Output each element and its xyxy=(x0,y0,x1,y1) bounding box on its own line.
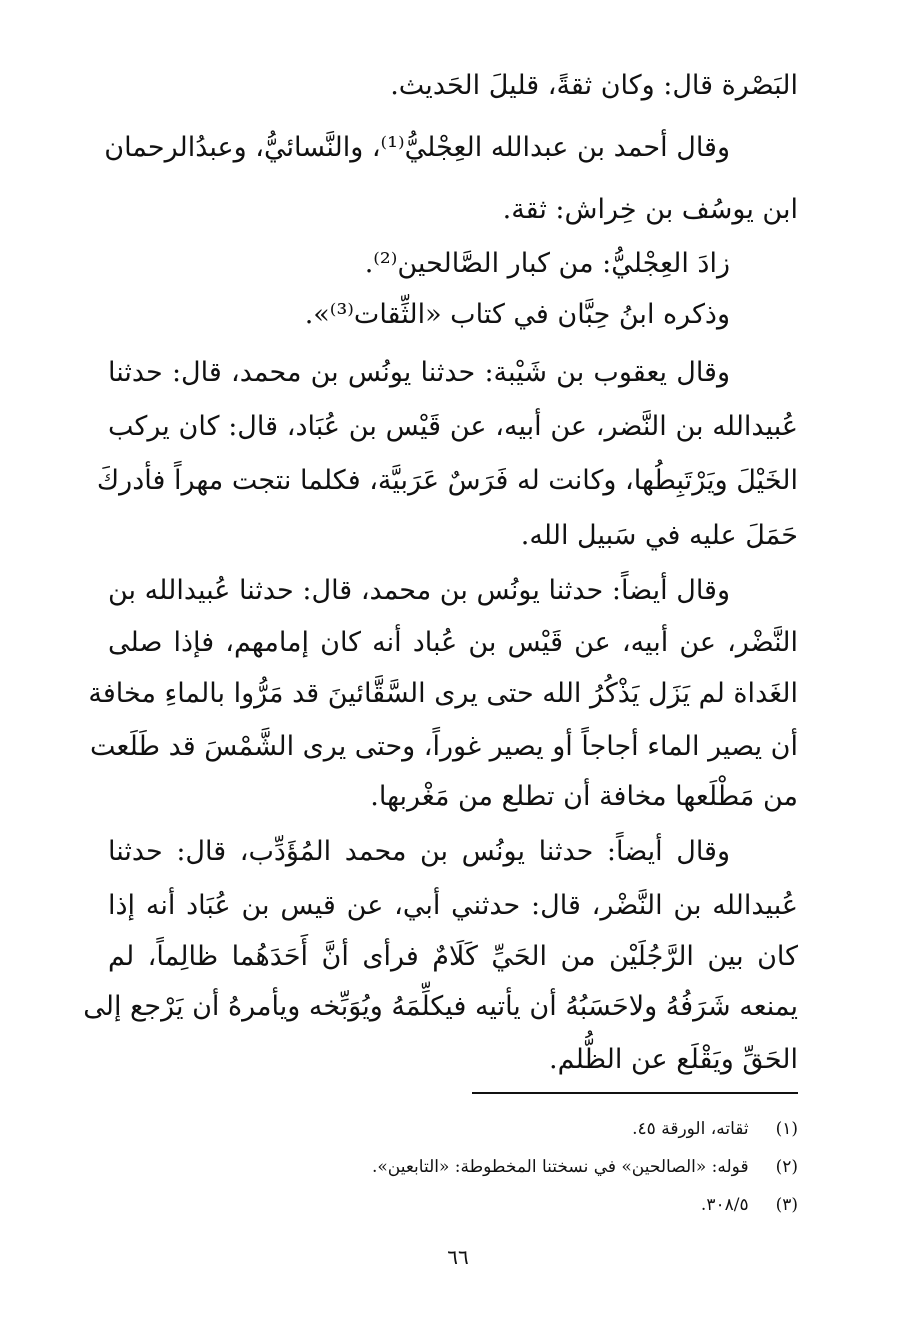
footnote-text: قوله: «الصالحين» في نسختنا المخطوطة: «التابعين». xyxy=(371,1157,749,1177)
text-line: وقال أيضاً: حدثنا يونُس بن محمد، قال: حدثنا عُبيدالله بن xyxy=(108,575,730,606)
text-line: كان بين الرَّجُلَيْن من الحَيِّ كَلَامٌ فرأى أنَّ أَحَدَهُما ظالِماً، لم xyxy=(108,941,798,972)
footnote-separator xyxy=(472,1092,798,1094)
text-line: زادَ العِجْليُّ: من كبار الصَّالحين⁽²⁾. xyxy=(364,248,730,279)
text-line: الحَقِّ ويَقْلَع عن الظُّلم. xyxy=(549,1044,798,1075)
page-number: ٦٦ xyxy=(447,1245,469,1269)
text-line: من مَطْلَعها مخافة أن تطلع من مَغْربها. xyxy=(370,781,798,812)
text-line: النَّضْر، عن أبيه، عن قَيْس بن عُباد أنه كان إمامهم، فإذا صلى xyxy=(108,627,798,658)
text-line: ابن يوسُف بن خِراش: ثقة. xyxy=(502,194,798,225)
text-line: حَمَلَ عليه في سَبيل الله. xyxy=(520,520,798,551)
footnote-text: ٣٠٨/٥. xyxy=(700,1195,749,1215)
text-line: يمنعه شَرَفُهُ ولاحَسَبُهُ أن يأتيه فيكلِّمَهُ ويُوَبِّخه ويأمرهُ أن يَرْجع إلى xyxy=(83,991,798,1022)
text-line: عُبيدالله بن النَّضْر، قال: حدثني أبي، عن قيس بن عُبَاد أنه إذا xyxy=(108,890,798,921)
text-line: البَصْرة قال: وكان ثقةً، قليلَ الحَديث. xyxy=(390,70,798,101)
text-line: وقال أيضاً: حدثنا يونُس بن محمد المُؤَدِّب، قال: حدثنا xyxy=(108,836,730,867)
footnote-3 xyxy=(238,1193,798,1217)
footnote-text: ثقاته، الورقة ٤٥. xyxy=(632,1119,749,1139)
footnote-number: (١) xyxy=(775,1119,798,1139)
text-line: وقال أحمد بن عبدالله العِجْليُّ⁽¹⁾، والنَّسائيُّ، وعبدُالرحمان xyxy=(104,132,730,163)
footnote-2 xyxy=(238,1155,798,1179)
footnote-number: (٣) xyxy=(775,1195,798,1215)
text-line: الخَيْلَ ويَرْتَبِطُها، وكانت له فَرَسٌ عَرَبيَّة، فكلما نتجت مهراً فأدركَ xyxy=(96,465,798,496)
footnote-number: (٢) xyxy=(775,1157,798,1177)
text-line: الغَداة لم يَزَل يَذْكُرُ الله حتى يرى السَّقَّائينَ قد مَرُّوا بالماءِ مخافة xyxy=(88,678,798,709)
footnote-1 xyxy=(238,1117,798,1141)
text-line: أن يصير الماء أجاجاً أو يصير غوراً، وحتى يرى الشَّمْسَ قد طَلَعت xyxy=(90,731,798,762)
text-line: وذكره ابنُ حِبَّان في كتاب «الثِّقات⁽³⁾». xyxy=(304,299,730,330)
text-line: وقال يعقوب بن شَيْبة: حدثنا يونُس بن محمد، قال: حدثنا xyxy=(108,357,730,388)
text-line: عُبيدالله بن النَّضر، عن أبيه، عن قَيْس بن عُبَاد، قال: كان يركب xyxy=(108,411,798,442)
